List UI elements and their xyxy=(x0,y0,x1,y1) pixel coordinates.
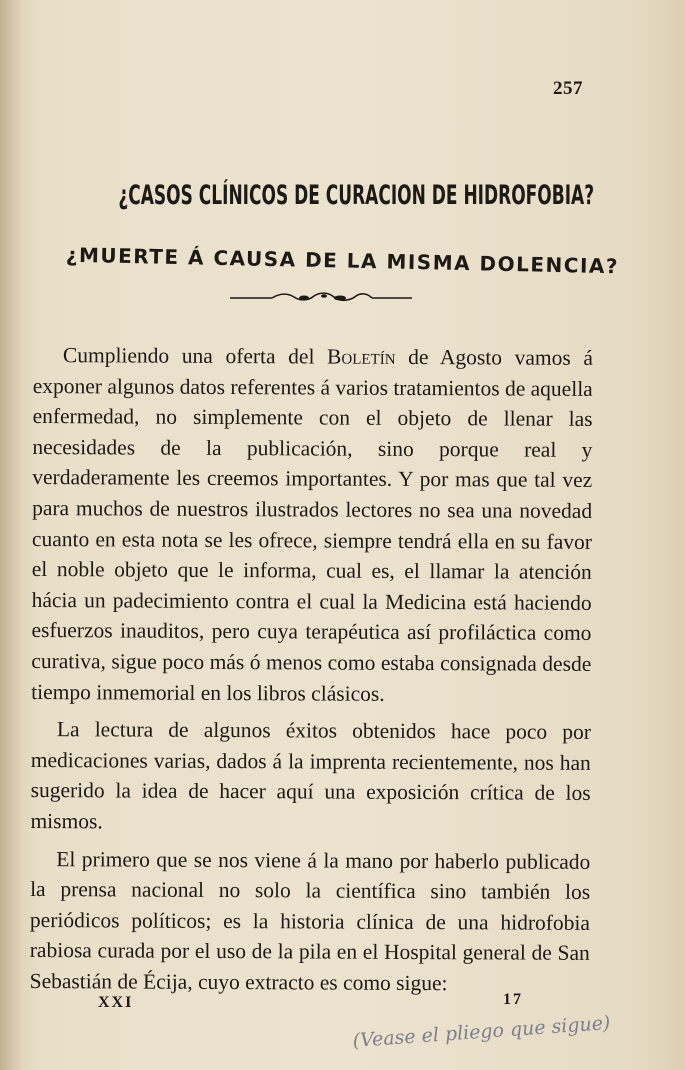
signature-mark-right: 17 xyxy=(503,991,523,1008)
article-subtitle: ¿MUERTE Á CAUSA DE LA MISMA DOLENCIA? xyxy=(65,242,620,279)
binding-shadow xyxy=(0,0,22,1070)
paragraph-1-start: Cumpliendo una oferta del xyxy=(62,343,328,369)
boletin-smallcaps: Boletín xyxy=(327,344,396,369)
paragraph-3: El primero que se nos viene á la mano por haberlo publicado la prensa nacional no solo la científica sino también los periódicos políticos; es la historia clínica de una hidrofobia rabiosa curada por el uso de la pila en el Hospital general de San Sebastián de Écija, cuyo extracto es como sigue: xyxy=(29,846,591,996)
article-title: ¿CASOS CLÍNICOS DE CURACION DE HIDROFOBIA? xyxy=(118,180,595,211)
paragraph-1 xyxy=(31,340,593,710)
handwritten-note: (Vease el pliego que sigue) xyxy=(352,1011,612,1052)
paragraph-1-rest: de Agosto vamos á exponer algunos datos referentes á varios tratamientos de aquella enfermedad, no simplemente con el objeto de llenar las necesidades de la publicación, sino porque real y verdaderamente les creemos importantes. Y por mas que tal vez para muchos de nuestros ilustrados lectores no sea una novedad cuanto en esta nota se les ofrece, siempre tendrá ella en su favor el noble objeto que le informa, cual es, el llamar la atención hácia un padecimiento contra el cual la Medicina está haciendo esfuerzos inauditos, pero cuya terapéutica así profiláctica como curativa, sigue poco más ó menos como estaba consignada desde tiempo inmemorial en los libros clásicos. xyxy=(31,344,593,706)
article-body xyxy=(30,340,593,1006)
page-number: 257 xyxy=(553,78,583,99)
signature-mark-left: XXI xyxy=(98,994,134,1011)
paragraph-2: La lectura de algunos éxitos obtenidos hace poco por medicaciones varias, dados á la imprenta recientemente, nos han sugerido la idea de hacer aquí una exposición crítica de los mismos. xyxy=(30,717,592,834)
ornament-rule-icon xyxy=(228,287,414,307)
